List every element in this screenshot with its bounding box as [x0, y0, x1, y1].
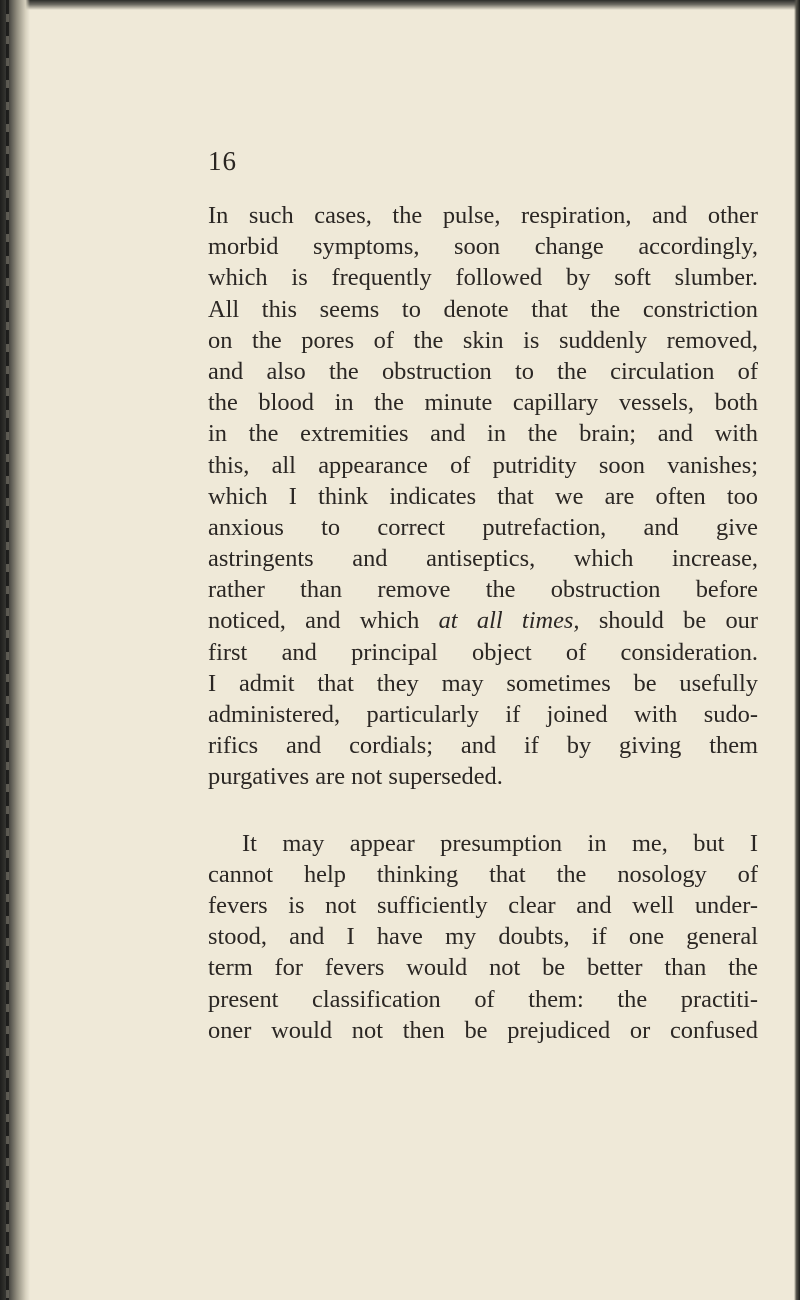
text-line: which is frequently followed by soft slumber. — [208, 264, 758, 292]
text-line: the blood in the minute capillary vessels, both — [208, 389, 758, 417]
body-text — [208, 200, 758, 1046]
text-line-with-italic — [208, 605, 758, 636]
paragraph-1 — [208, 200, 758, 793]
text-line: rifics and cordials; and if by giving them — [208, 732, 758, 760]
text-line: stood, and I have my doubts, if one general — [208, 923, 758, 951]
page-right-edge — [794, 0, 800, 1300]
text-line: term for fevers would not be better than the — [208, 954, 758, 982]
text-line: present classification of them: the practiti- — [208, 985, 758, 1013]
text-line: first and principal object of consideration. — [208, 638, 758, 666]
text-line: which I think indicates that we are often too — [208, 482, 758, 510]
text-segment: noticed, and which — [208, 607, 439, 635]
text-line: I admit that they may sometimes be usefully — [208, 669, 758, 697]
text-line: astringents and antiseptics, which increase, — [208, 545, 758, 573]
italic-text: at all times, — [438, 607, 580, 635]
text-line: oner would not then be prejudiced or confused — [208, 1016, 758, 1044]
text-segment: should be our — [579, 607, 758, 635]
text-line: in the extremities and in the brain; and with — [208, 420, 758, 448]
text-line: morbid symptoms, soon change accordingly, — [208, 233, 758, 261]
text-line: rather than remove the obstruction before — [208, 576, 758, 604]
text-line: on the pores of the skin is suddenly removed, — [208, 326, 758, 354]
book-binding-edge — [0, 0, 30, 1300]
text-line: All this seems to denote that the constriction — [208, 295, 758, 323]
text-line: this, all appearance of putridity soon vanishes; — [208, 451, 758, 479]
text-line: anxious to correct putrefaction, and give — [208, 513, 758, 541]
text-line: cannot help thinking that the nosology of — [208, 860, 758, 888]
text-line: purgatives are not superseded. — [208, 763, 503, 791]
paragraph-2 — [208, 828, 758, 1046]
text-line: It may appear presumption in me, but I — [242, 829, 758, 857]
text-line: and also the obstruction to the circulation of — [208, 357, 758, 385]
text-line: fevers is not sufficiently clear and well under- — [208, 891, 758, 919]
text-line: In such cases, the pulse, respiration, and other — [208, 202, 758, 229]
page-number: 16 — [208, 146, 237, 176]
page-top-shadow — [0, 0, 800, 10]
paragraph-gap — [208, 793, 758, 828]
text-line: administered, particularly if joined with sudo- — [208, 701, 758, 728]
